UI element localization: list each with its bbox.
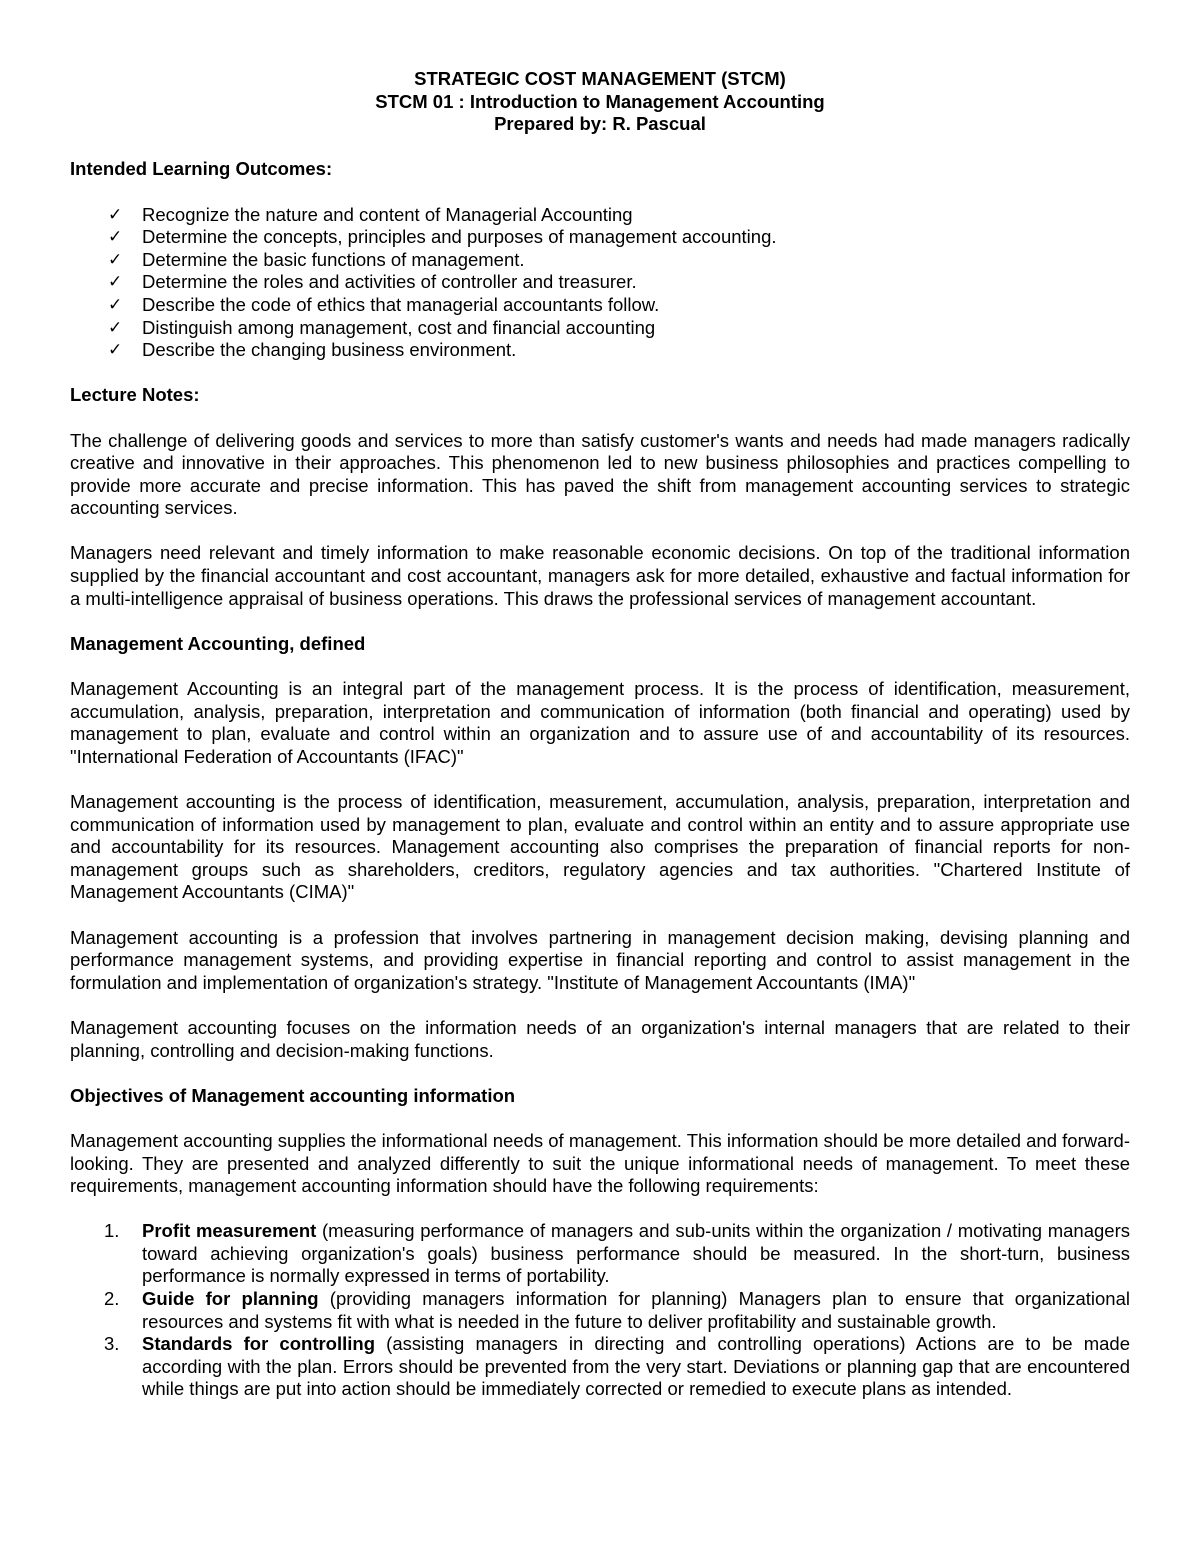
definition-paragraph: Management Accounting is an integral part of the management process. It is the process of identification, measurement, accumulation, analysis, preparation, interpretation and communication of information (both financial and operating) used by management to plan, evaluate and control within an organization and to assure use of and accountability of its resources. "International Federation of Accountants (IFAC)": [70, 678, 1130, 767]
checkmark-icon: ✓: [108, 294, 123, 315]
lecture-paragraph: The challenge of delivering goods and services to more than satisfy customer's wants and needs had made managers radically creative and innovative in their approaches. This phenomenon led to new business philosophies and practices compelling to provide more accurate and precise information. This has paved the shift from management accounting services to strategic accounting services.: [70, 429, 1130, 519]
item-number: 1.: [104, 1220, 120, 1242]
outcomes-heading: Intended Learning Outcomes:: [70, 158, 333, 180]
item-number: 2.: [104, 1288, 120, 1310]
requirements-list: [70, 1220, 1130, 1401]
outcomes-list: [70, 204, 1130, 362]
item-term: Guide for planning: [142, 1288, 319, 1310]
list-item: [104, 1288, 1130, 1333]
list-item: ✓ Determine the concepts, principles and purposes of management accounting.: [108, 226, 777, 248]
lecture-paragraph: Managers need relevant and timely information to make reasonable economic decisions. On top of the traditional information supplied by the financial accountant and cost accountant, managers ask for more detailed, exhaustive and factual information for a multi-intelligence appraisal of business operations. This draws the professional services of management accountant.: [70, 542, 1130, 609]
objectives-heading: Objectives of Management accounting information: [70, 1084, 516, 1106]
document-author: Prepared by: R. Pascual: [494, 113, 706, 135]
checkmark-icon: ✓: [108, 249, 123, 270]
item-text: (assisting managers in directing and controlling operations) Actions are to be made according with the plan. Errors should be prevented from the very start. Deviations or planning gap that are encountered while things are put into action should be immediately corrected or remedied to execute plans as intended.: [142, 1333, 1130, 1400]
list-item: [104, 1333, 1130, 1401]
definition-heading: Management Accounting, defined: [70, 632, 366, 654]
item-term: Profit measurement: [142, 1220, 317, 1242]
list-item: ✓ Distinguish among management, cost and financial accounting: [108, 316, 656, 338]
document-title: STRATEGIC COST MANAGEMENT (STCM): [414, 68, 786, 89]
lecture-heading: Lecture Notes:: [70, 384, 200, 406]
list-item: ✓ Describe the changing business environment.: [108, 339, 517, 361]
list-item: [104, 1220, 1130, 1288]
document-subtitle: STCM 01 : Introduction to Management Accounting: [375, 90, 825, 112]
list-item: ✓ Determine the roles and activities of controller and treasurer.: [108, 271, 637, 293]
item-text: (providing managers information for planning) Managers plan to ensure that organizational resources and systems fit with what is needed in the future to deliver profitability and sustainable growth.: [142, 1288, 1130, 1332]
item-number: 3.: [104, 1333, 120, 1355]
document-header: [70, 68, 1130, 136]
list-item: ✓ Determine the basic functions of management.: [108, 248, 525, 270]
document-page: [70, 68, 1130, 1401]
checkmark-icon: ✓: [108, 204, 123, 225]
definition-paragraph: Management accounting is a profession that involves partnering in management decision making, devising planning and performance management systems, and providing expertise in financial reporting and control to assist management in the formulation and implementation of organization's strategy. "Institute of Management Accountants (IMA)": [70, 926, 1130, 993]
list-item: ✓ Recognize the nature and content of Managerial Accounting: [108, 203, 633, 225]
checkmark-icon: ✓: [108, 272, 123, 293]
definition-paragraph: Management accounting focuses on the information needs of an organization's internal managers that are related to their planning, controlling and decision-making functions.: [70, 1016, 1130, 1061]
checkmark-icon: ✓: [108, 227, 123, 248]
definition-paragraph: Management accounting is the process of identification, measurement, accumulation, analysis, preparation, interpretation and communication of information used by management to plan, evaluate and control within an entity and to assure appropriate use and accountability for its resources. Management accounting also comprises the preparation of financial reports for non-management groups such as shareholders, creditors, regulatory agencies and tax authorities. "Chartered Institute of Management Accountants (CIMA)": [70, 791, 1130, 903]
objectives-intro: Management accounting supplies the informational needs of management. This information should be more detailed and forward-looking. They are presented and analyzed differently to suit the unique informational needs of management. To meet these requirements, management accounting information should have the following requirements:: [70, 1129, 1130, 1197]
list-item: ✓ Describe the code of ethics that managerial accountants follow.: [108, 293, 660, 315]
checkmark-icon: ✓: [108, 317, 123, 338]
checkmark-icon: ✓: [108, 340, 123, 361]
item-term: Standards for controlling: [142, 1333, 376, 1355]
item-text: (measuring performance of managers and sub-units within the organization / motivating managers toward achieving organization's goals) business performance should be measured. In the short-turn, business performance is normally expressed in terms of portability.: [142, 1220, 1130, 1287]
